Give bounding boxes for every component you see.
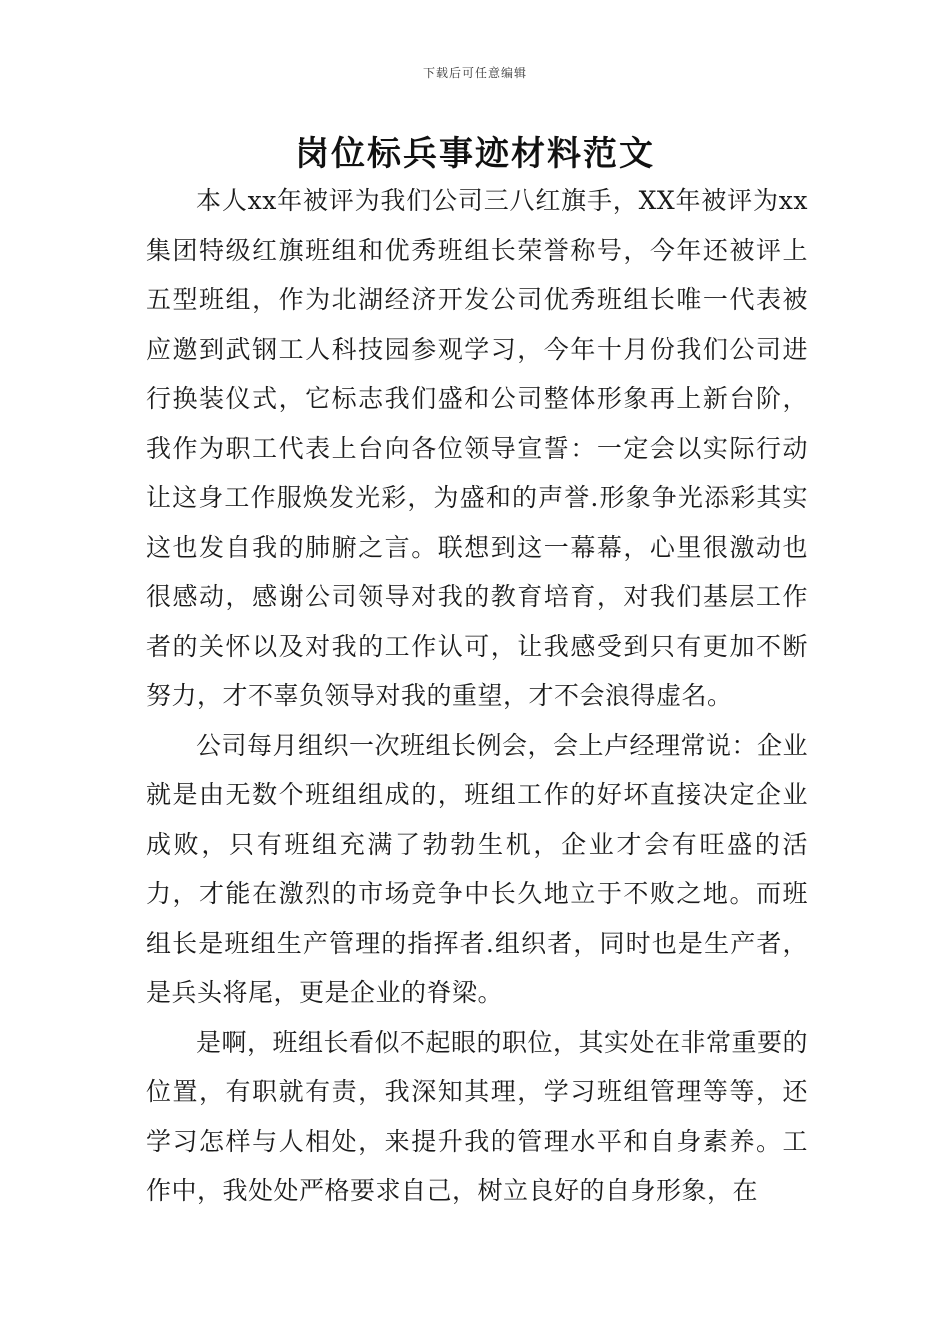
header-note: 下载后可任意编辑 <box>422 66 527 80</box>
paragraph-1: 本人xx年被评为我们公司三八红旗手，XX年被评为xx集团特级红旗班组和优秀班组长荣誉称号，今年还被评上五型班组，作为北湖经济开发公司优秀班组长唯一代表被应邀到武钢工人科技园参观学习，今年十月份我们公司进行换装仪式，它标志我们盛和公司整体形象再上新台阶，我作为职工代表上台向各位领导宣誓：一定会以实际行动让这身工作服焕发光彩，为盛和的声誉.形象争光添彩其实这也发自我的肺腑之言。联想到这一幕幕，心里很激动也很感动，感谢公司领导对我的教育培育，对我们基层工作者的关怀以及对我的工作认可，让我感受到只有更加不断努力，才不辜负领导对我的重望，才不会浪得虚名。 <box>146 186 808 710</box>
paragraph-2: 公司每月组织一次班组长例会，会上卢经理常说：企业就是由无数个班组组成的，班组工作的好坏直接决定企业成败，只有班组充满了勃勃生机，企业才会有旺盛的活力，才能在激烈的市场竞争中长久地立于不败之地。而班组长是班组生产管理的指挥者.组织者，同时也是生产者，是兵头将尾，更是企业的脊梁。 <box>146 730 809 1007</box>
document-body <box>146 176 808 1216</box>
paragraph-3: 是啊，班组长看似不起眼的职位，其实处在非常重要的位置，有职就有责，我深知其理，学习班组管理等等，还学习怎样与人相处，来提升我的管理水平和自身素养。工作中，我处处严格要求自己，树立良好的自身形象，在 <box>146 1027 809 1205</box>
document-title: 岗位标兵事迹材料范文 <box>295 134 655 174</box>
